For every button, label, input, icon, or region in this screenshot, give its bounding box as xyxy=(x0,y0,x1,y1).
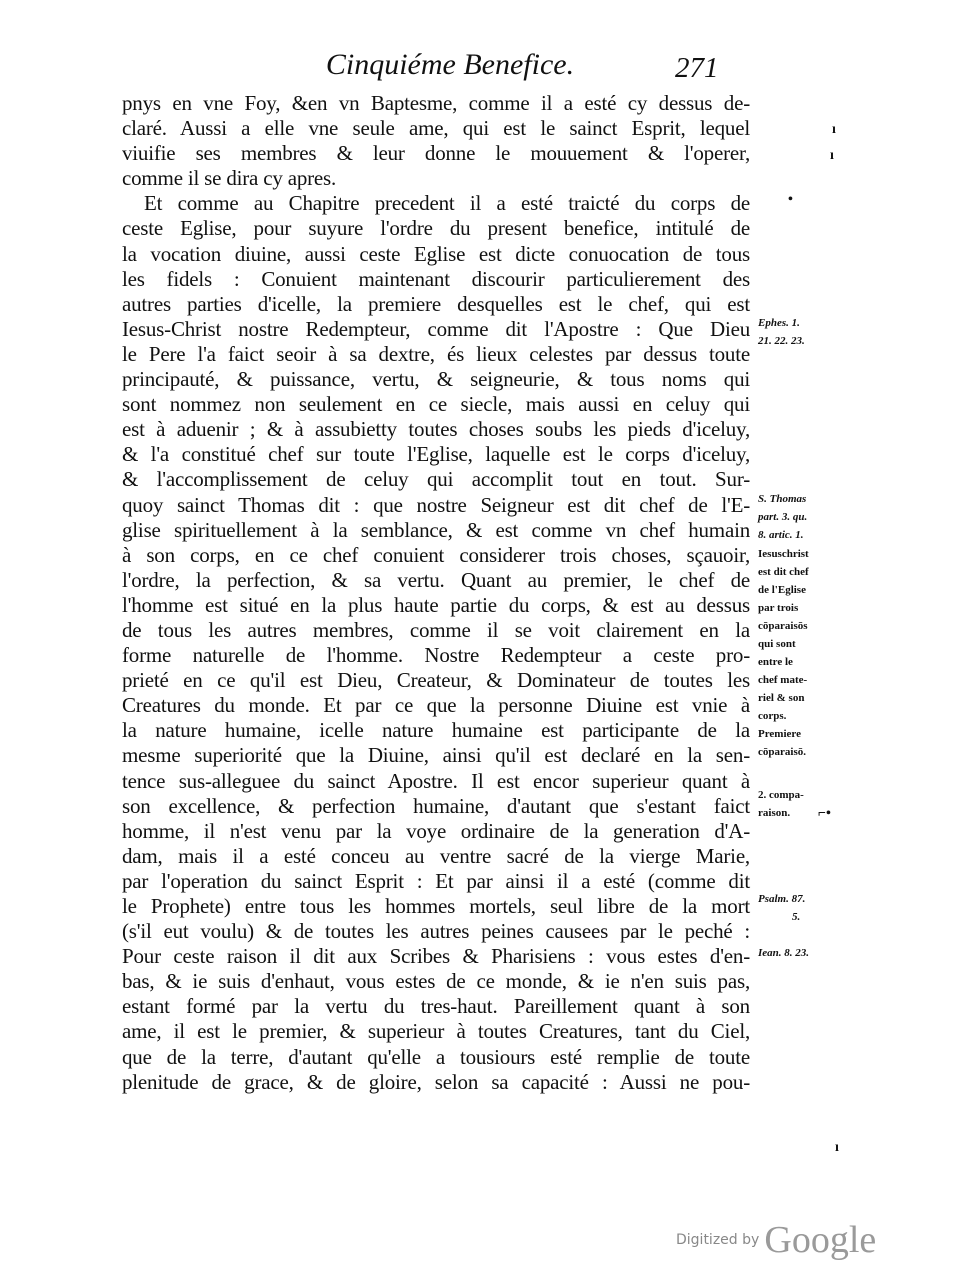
margin-mark: ı xyxy=(830,148,834,163)
text-line: autres parties d'icelle, la premiere desquelles est le chef, qui est xyxy=(122,291,750,316)
text-line: & l'a constitué chef sur toute l'Eglise, laquelle est le corps d'iceluy, xyxy=(122,442,750,467)
text-line: le Prophete) entre tous les hommes mortels, seul libre de la mort xyxy=(122,894,750,918)
text-line: sont nommez non seulement en ce siecle, mais aussi en celuy qui xyxy=(122,392,750,417)
margin-note-line: part. 3. qu. xyxy=(758,511,808,523)
text-line: bas, & ie suis d'enhaut, vous estes de ce monde, & ie n'en suis pas, xyxy=(122,969,750,994)
digitized-by-google-watermark xyxy=(676,1218,876,1262)
margin-note-line: Ephes. 1. xyxy=(758,317,800,329)
text-line: la vocation diuine, aussi ceste Eglise est dicte conuocation de tous xyxy=(122,241,750,266)
text-line: Et comme au Chapitre precedent il a esté traicté du corps de xyxy=(144,191,750,216)
text-line: de tous les autres membres, comme il se voit clairement en la xyxy=(122,617,750,642)
text-line: comme il se dira cy apres. xyxy=(122,166,337,191)
text-line: plenitude de grace, & de gloire, selon sa capacité : Aussi ne pou- xyxy=(122,1069,750,1094)
margin-note-line: raison. xyxy=(758,807,791,819)
margin-note-line: entre le xyxy=(758,656,793,668)
margin-note-psalm xyxy=(758,890,805,926)
text-line: claré. Aussi a elle vne seule ame, qui est le sainct Esprit, lequel xyxy=(122,116,750,141)
margin-mark: ⌐• xyxy=(818,806,831,821)
margin-note-line: par trois xyxy=(758,602,799,614)
margin-note-line: Iesuschrist xyxy=(758,548,809,560)
margin-note-line: 5. xyxy=(792,911,801,923)
margin-mark: • xyxy=(788,192,793,207)
text-line: ceste Eglise, pour suyure l'ordre du present benefice, intitulé de xyxy=(122,216,750,241)
margin-note-line: corps. xyxy=(758,710,787,722)
margin-note-iean xyxy=(758,944,809,962)
text-line: est à aduenir ; & à assubietty toutes choses soubs les pieds d'iceluy, xyxy=(122,417,750,442)
margin-note-line: de l'Eglise xyxy=(758,584,806,596)
text-line: ame, il est le premier, & superieur à toutes Creatures, tant du Ciel, xyxy=(122,1019,750,1044)
margin-note-ephesians xyxy=(758,314,805,350)
margin-note-line: cōparaisōs xyxy=(758,620,808,632)
text-line: homme, il n'est venu par la voye ordinaire de la generation d'A- xyxy=(122,818,750,843)
text-line: mesme superiorité que la Diuine, ainsi qu'il est declaré en la sen- xyxy=(122,743,750,768)
margin-mark: ı xyxy=(835,1140,839,1155)
margin-note-line: 2. compa- xyxy=(758,789,804,801)
text-line: glise spirituellement à la semblance, & est comme vn chef humain xyxy=(122,517,750,542)
google-logo: Google xyxy=(764,1219,877,1261)
text-line: prieté en ce qu'il est Dieu, Createur, & Dominateur de toutes les xyxy=(122,668,750,693)
text-line: dam, mais il a esté conceu au ventre sacré de la vierge Marie, xyxy=(122,843,750,868)
text-line: la nature humaine, icelle nature humaine est participante de la xyxy=(122,718,750,743)
text-line: estant formé par la vertu du tres-haut. Pareillement quant à son xyxy=(122,994,750,1019)
text-line: principauté, & puissance, vertu, & seigneurie, & tous noms qui xyxy=(122,367,750,392)
margin-note-line: chef mate- xyxy=(758,674,808,686)
margin-note-thomas xyxy=(758,490,807,544)
text-line: que de la terre, d'autant qu'elle a tousiours esté remplie de toute xyxy=(122,1044,750,1069)
text-line: l'homme est situé en la plus haute partie du corps, & est au dessus xyxy=(122,592,750,617)
text-line: à son corps, en ce chef conuient considerer trois choses, sçauoir, xyxy=(122,542,750,567)
margin-note-line: cōparaisō. xyxy=(758,746,806,758)
margin-note-line: 21. 22. 23. xyxy=(758,335,805,347)
text-line: tence sus-alleguee du sainct Apostre. Il est encor superieur quant à xyxy=(122,768,750,793)
text-line: quoy sainct Thomas dit : que nostre Seigneur est dit chef de l'E- xyxy=(122,492,750,517)
running-header: Cinquiéme Benefice. xyxy=(325,48,575,81)
text-line: pnys en vne Foy, &en vn Baptesme, comme il a esté cy dessus de- xyxy=(122,91,750,115)
text-line: forme naturelle de l'homme. Nostre Redempteur a ceste pro- xyxy=(122,643,750,668)
page-number: 271 xyxy=(675,52,719,84)
margin-note-second-comparison xyxy=(758,786,804,822)
text-line: viuifie ses membres & leur donne le mouuement & l'operer, xyxy=(122,141,750,166)
text-line: Pour ceste raison il dit aux Scribes & Pharisiens : vous estes d'en- xyxy=(122,944,750,969)
text-line: l'ordre, la perfection, & sa vertu. Quant au premier, le chef de xyxy=(122,567,750,592)
margin-note-iesuschrist xyxy=(758,545,809,761)
margin-note-line: Iean. 8. 23. xyxy=(758,947,810,959)
margin-note-line: riel & son xyxy=(758,692,805,704)
watermark-prefix: Digitized by xyxy=(676,1232,760,1248)
text-line: Creatures du monde. Et par ce que la personne Diuine est vnie à xyxy=(122,693,750,718)
text-line: le Pere l'a faict seoir à sa dextre, és lieux celestes par dessus toute xyxy=(122,341,750,366)
margin-note-line: qui sont xyxy=(758,638,796,650)
text-line: son excellence, & perfection humaine, d'autant que s'estant faict xyxy=(122,793,750,818)
text-line: & l'accomplissement de celuy qui accomplit tout en tout. Sur- xyxy=(122,467,750,492)
text-line: par l'operation du sainct Esprit : Et par ainsi il a esté (comme dit xyxy=(122,868,750,893)
margin-note-line: Premiere xyxy=(758,728,801,740)
text-line: les fidels : Conuient maintenant discourir particulierement des xyxy=(122,266,750,291)
margin-note-line: S. Thomas xyxy=(758,493,807,505)
text-line: (s'il eut voulu) & de toutes les autres peines causees par le peché : xyxy=(122,919,750,944)
body-text xyxy=(122,91,750,1095)
margin-mark: ı xyxy=(832,122,836,137)
margin-note-line: Psalm. 87. xyxy=(758,893,806,905)
text-line: Iesus-Christ nostre Redempteur, comme dit l'Apostre : Que Dieu xyxy=(122,316,750,341)
margin-note-line: 8. artic. 1. xyxy=(758,529,804,541)
margin-note-line: est dit chef xyxy=(758,566,809,578)
